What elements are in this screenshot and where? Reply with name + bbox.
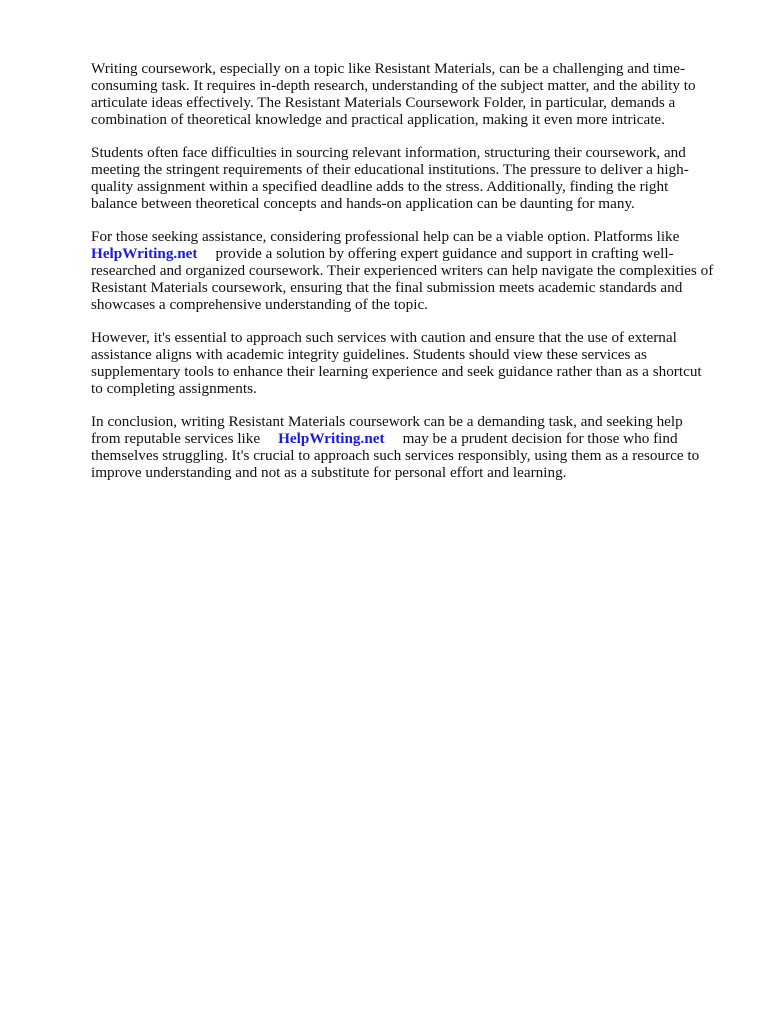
- paragraph-caution: However, it's essential to approach such services with caution and ensure that the use of external assistance aligns with academic integrity guidelines. Students should view these services as supplementary tools to enhance their learning experience and seek guidance rather than as a shortcut to completing assignments.: [91, 329, 702, 397]
- paragraph-intro: Writing coursework, especially on a topic like Resistant Materials, can be a challenging and time-consuming task. It requires in-depth research, understanding of the subject matter, and the ability to articulate ideas effectively. The Resistant Materials Coursework Folder, in particular, demands a combination of theoretical knowledge and practical application, making it even more intricate.: [91, 60, 696, 128]
- paragraph-conclusion: [91, 413, 715, 481]
- paragraph-conclusion-text-before: In conclusion, writing Resistant Materials coursework can be a demanding task, and seeking help from reputable services like: [91, 413, 683, 447]
- paragraph-difficulties: Students often face difficulties in sourcing relevant information, structuring their coursework, and meeting the stringent requirements of their educational institutions. The pressure to deliver a high-quality assignment within a specified deadline adds to the stress. Additionally, finding the right balance between theoretical concepts and hands-on application can be daunting for many.: [91, 144, 689, 212]
- paragraph-assistance-text-after: provide a solution by offering expert guidance and support in crafting well-researched and organized coursework. Their experienced writers can help navigate the complexities of Resistant Materials coursework, ensuring that the final submission meets academic standards and showcases a comprehensive understanding of the topic.: [91, 245, 714, 313]
- paragraph-conclusion-text-after: may be a prudent decision for those who find themselves struggling. It's crucial to approach such services responsibly, using them as a resource to improve understanding and not as a substitute for personal effort and learning.: [91, 430, 700, 481]
- helpwriting-link[interactable]: HelpWriting.net: [91, 245, 198, 262]
- helpwriting-link[interactable]: HelpWriting.net: [278, 430, 385, 447]
- document-body: [91, 60, 715, 497]
- paragraph-assistance: [91, 228, 715, 313]
- paragraph-assistance-text-before: For those seeking assistance, considering professional help can be a viable option. Platforms like: [91, 228, 680, 245]
